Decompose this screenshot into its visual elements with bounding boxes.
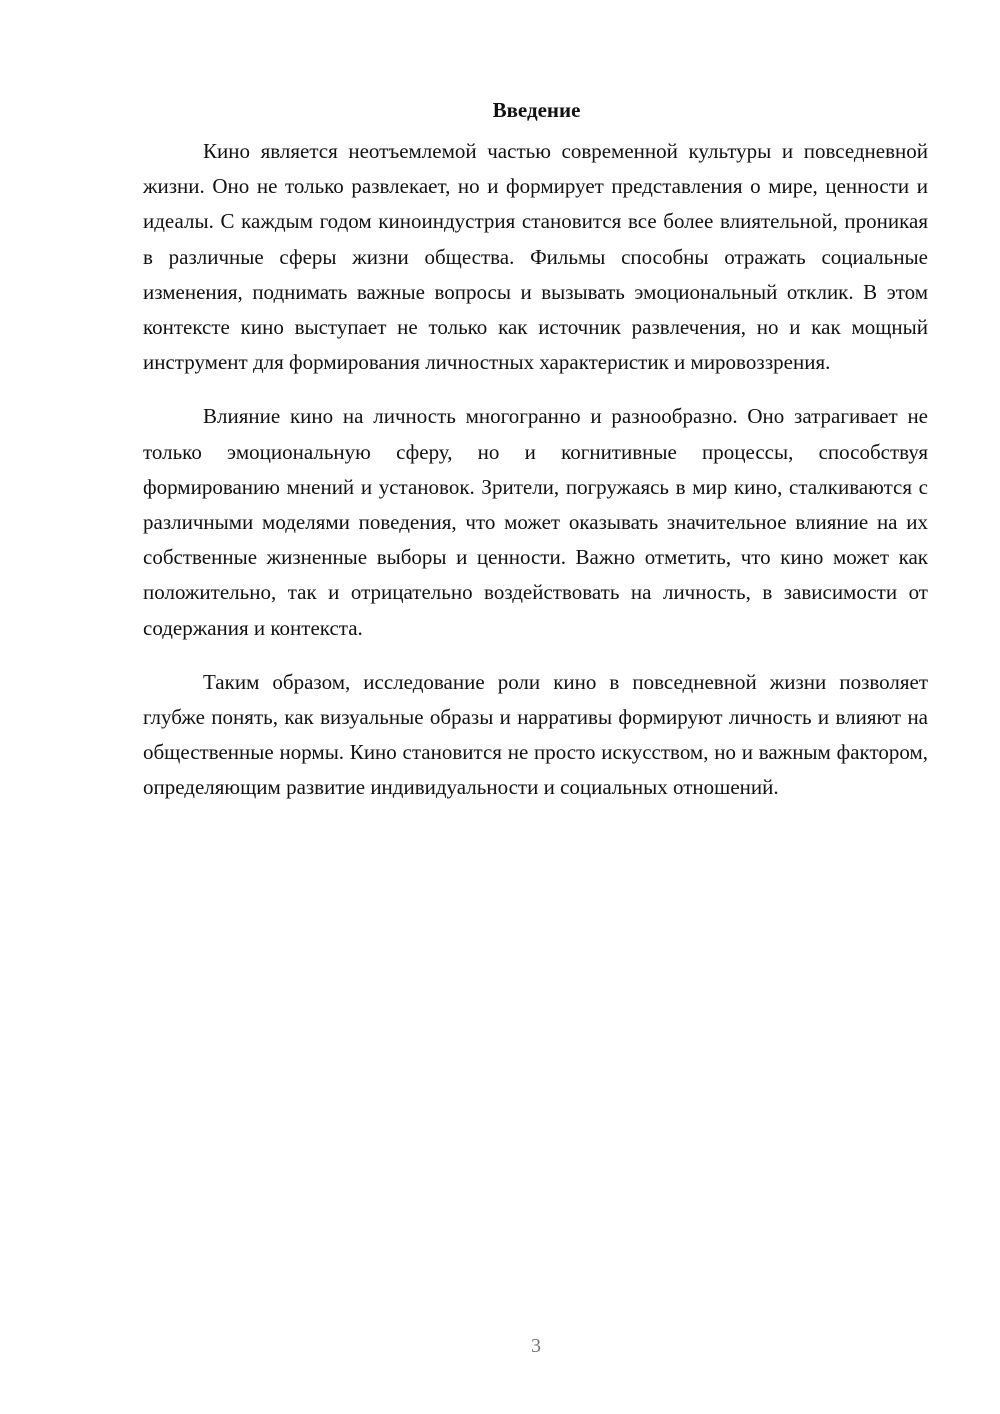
section-title: Введение (492, 98, 581, 122)
page-number: 3 (531, 1335, 541, 1357)
paragraph-1: Кино является неотъемлемой частью современной культуры и повседневной жизни. Оно не только развлекает, но и формирует представления о мире, ценности и идеалы. С каждым годом киноиндустрия становится все более влиятельной, проникая в различные сферы жизни общества. Фильмы способны отражать социальные изменения, поднимать важные вопросы и вызывать эмоциональный отклик. В этом контексте кино выступает не только как источник развлечения, но и как мощный инструмент для формирования личностных характеристик и мировоззрения. (143, 139, 928, 375)
page-content (143, 94, 928, 806)
paragraph-3: Таким образом, исследование роли кино в повседневной жизни позволяет глубже понять, как визуальные образы и нарративы формируют личность и влияют на общественные нормы. Кино становится не просто искусством, но и важным фактором, определяющим развитие индивидуальности и социальных отношений. (143, 669, 928, 800)
paragraph-2: Влияние кино на личность многогранно и разнообразно. Оно затрагивает не только эмоциональную сферу, но и когнитивные процессы, способствуя формированию мнений и установок. Зрители, погружаясь в мир кино, сталкиваются с различными моделями поведения, что может оказывать значительное влияние на их собственные жизненные выборы и ценности. Важно отметить, что кино может как положительно, так и отрицательно воздействовать на личность, в зависимости от содержания и контекста. (143, 404, 928, 640)
